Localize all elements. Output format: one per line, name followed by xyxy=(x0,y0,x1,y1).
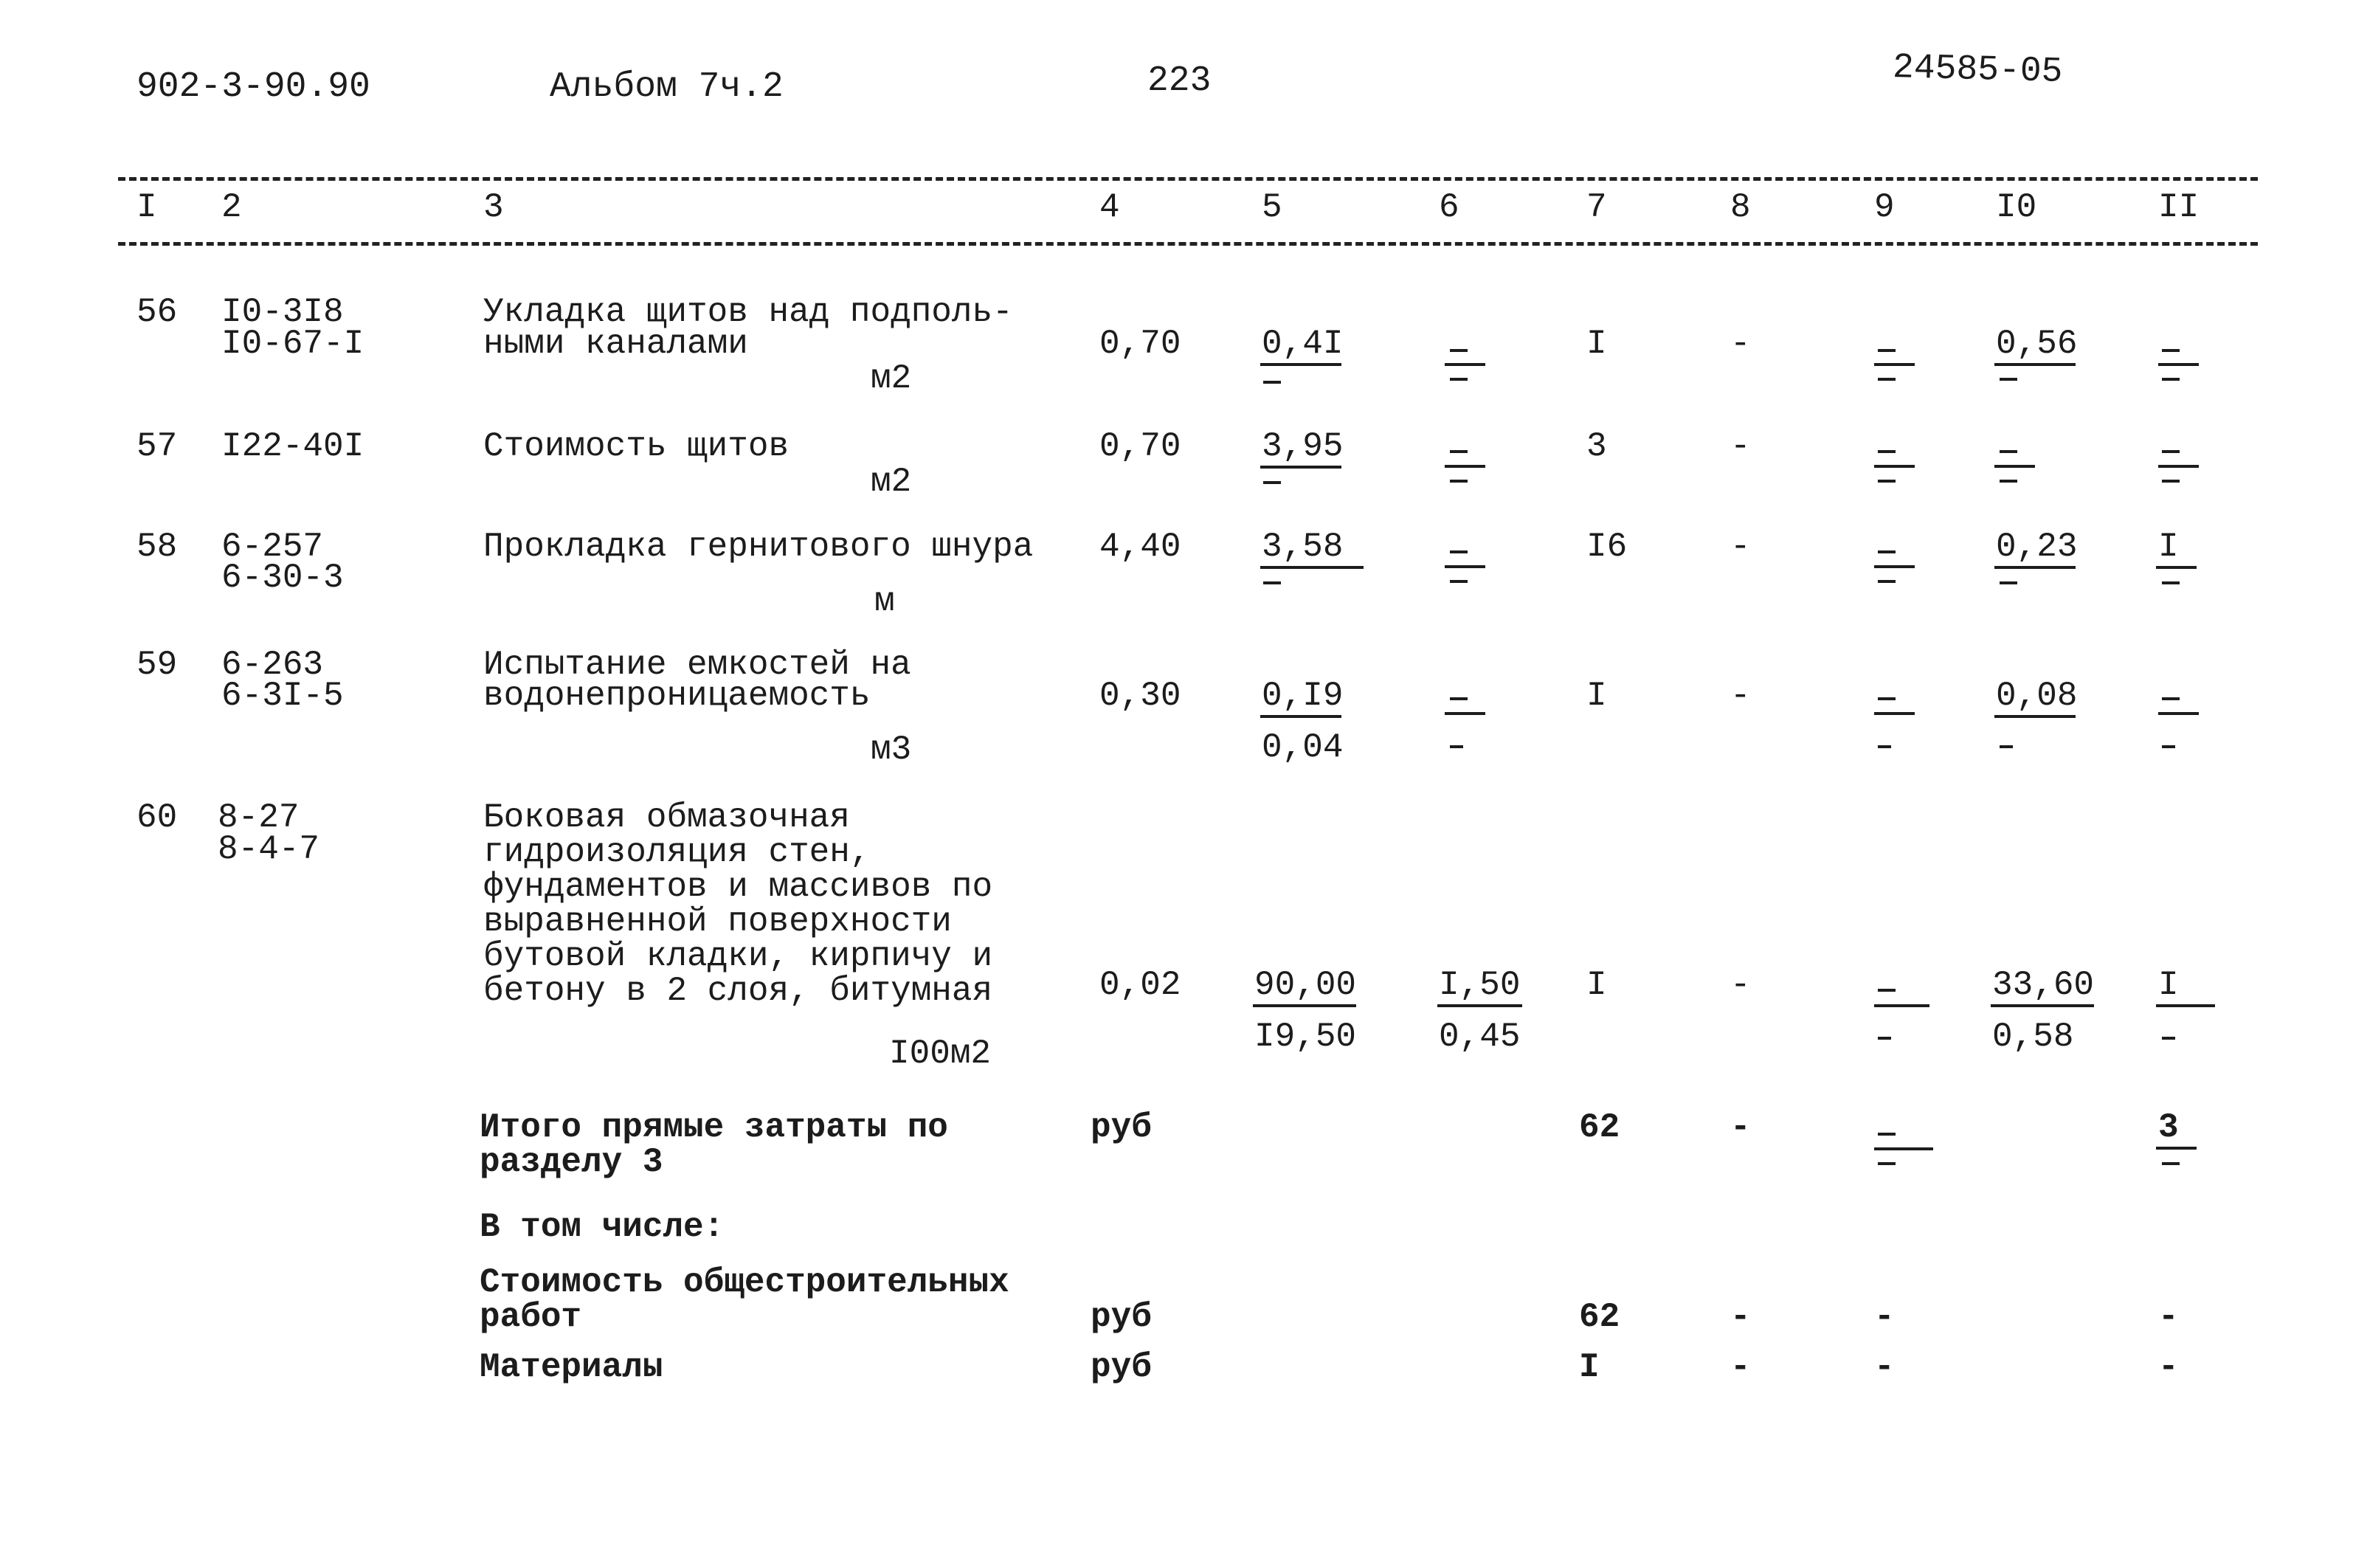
row-unit: м2 xyxy=(871,463,912,501)
row-col8: - xyxy=(1730,325,1751,363)
materials-label: Материалы xyxy=(480,1348,663,1386)
materials-col8: - xyxy=(1730,1348,1751,1386)
materials-col9: - xyxy=(1874,1348,1895,1386)
row-col5-sub: I9,50 xyxy=(1254,1018,1357,1056)
row-code: I0-67-I xyxy=(221,325,364,363)
general-works-label: Стоимость общестроительных xyxy=(480,1263,1009,1302)
col-header-6: 6 xyxy=(1439,188,1459,227)
row-quantity: 0,70 xyxy=(1099,427,1181,466)
row-col7: I xyxy=(1586,677,1607,715)
row-description: Прокладка гернитового шнура xyxy=(483,528,1034,566)
including-label: В том числе: xyxy=(480,1208,725,1246)
row-col8: - xyxy=(1730,528,1751,566)
row-description: водонепроницаемость xyxy=(483,677,871,715)
row-description: бетону в 2 слоя, битумная xyxy=(483,972,993,1010)
row-number: 59 xyxy=(137,646,178,684)
total-direct-col7: 62 xyxy=(1579,1108,1620,1147)
col-header-8: 8 xyxy=(1730,188,1751,227)
col-header-5: 5 xyxy=(1262,188,1282,227)
row-col10: 33,60 xyxy=(1992,966,2095,1004)
row-number: 60 xyxy=(137,798,178,837)
row-description: бутовой кладки, кирпичу и xyxy=(483,937,993,975)
col-header-4: 4 xyxy=(1099,188,1120,227)
col-header-9: 9 xyxy=(1874,188,1895,227)
project-code: 902-3-90.90 xyxy=(137,67,370,107)
header-rule-top xyxy=(118,177,2258,181)
row-description: выравненной поверхности xyxy=(483,902,952,941)
row-quantity: 0,70 xyxy=(1099,325,1181,363)
col-header-11: II xyxy=(2158,188,2200,227)
row-description: Стоимость щитов xyxy=(483,427,789,466)
general-works-label: работ xyxy=(480,1298,582,1336)
row-description: гидроизоляция стен, xyxy=(483,833,871,871)
row-col8: - xyxy=(1730,966,1751,1004)
row-code: 8-4-7 xyxy=(218,830,320,868)
total-direct-col8: - xyxy=(1730,1108,1751,1147)
row-number: 56 xyxy=(137,293,178,331)
general-works-unit: руб xyxy=(1091,1298,1152,1336)
row-col5: 90,00 xyxy=(1254,966,1357,1004)
materials-col11: - xyxy=(2158,1348,2179,1386)
page-number: 223 xyxy=(1147,61,1212,101)
row-col5: 3,58 xyxy=(1262,528,1344,566)
row-col10: 0,56 xyxy=(1996,325,2078,363)
row-col5-sub: 0,04 xyxy=(1262,728,1344,767)
row-description: Боковая обмазочная xyxy=(483,798,850,837)
row-col8: - xyxy=(1730,677,1751,715)
row-col10-sub: 0,58 xyxy=(1992,1018,2074,1056)
row-col11: I xyxy=(2158,966,2179,1004)
row-code: 8-27 xyxy=(218,798,300,837)
general-works-col9: - xyxy=(1874,1298,1895,1336)
col-header-1: I xyxy=(137,188,157,227)
row-quantity: 0,02 xyxy=(1099,966,1181,1004)
row-number: 57 xyxy=(137,427,178,466)
row-col7: I xyxy=(1586,966,1607,1004)
row-col11: I xyxy=(2158,528,2179,566)
row-col10: 0,23 xyxy=(1996,528,2078,566)
row-col5: 3,95 xyxy=(1262,427,1344,466)
col-header-3: 3 xyxy=(483,188,504,227)
row-col7: I6 xyxy=(1586,528,1628,566)
col-header-10: I0 xyxy=(1996,188,2037,227)
materials-unit: руб xyxy=(1091,1348,1152,1386)
col-header-7: 7 xyxy=(1586,188,1607,227)
row-code: I0-3I8 xyxy=(221,293,344,331)
total-direct-label: Итого прямые затраты по xyxy=(480,1108,948,1147)
row-col8: - xyxy=(1730,427,1751,466)
row-number: 58 xyxy=(137,528,178,566)
row-unit: м3 xyxy=(871,731,912,769)
col-header-2: 2 xyxy=(221,188,242,227)
row-description: фундаментов и массивов по xyxy=(483,868,993,906)
row-description: ными каналами xyxy=(483,325,748,363)
row-col6: I,50 xyxy=(1439,966,1521,1004)
general-works-col11: - xyxy=(2158,1298,2179,1336)
row-description: Испытание емкостей на xyxy=(483,646,911,684)
row-unit: м xyxy=(874,582,895,621)
sheet-id: 24585-05 xyxy=(1892,47,2064,93)
header-rule-bottom xyxy=(118,242,2258,246)
row-description: Укладка щитов над подполь- xyxy=(483,293,1013,331)
row-quantity: 4,40 xyxy=(1099,528,1181,566)
row-unit: I00м2 xyxy=(889,1035,992,1073)
row-code: 6-30-3 xyxy=(221,559,344,597)
row-col7: 3 xyxy=(1586,427,1607,466)
row-col10: 0,08 xyxy=(1996,677,2078,715)
row-col5: 0,4I xyxy=(1262,325,1344,363)
general-works-col8: - xyxy=(1730,1298,1751,1336)
row-col7: I xyxy=(1586,325,1607,363)
row-col6-sub: 0,45 xyxy=(1439,1018,1521,1056)
row-col5: 0,I9 xyxy=(1262,677,1344,715)
row-unit: м2 xyxy=(871,359,912,398)
total-direct-label: разделу 3 xyxy=(480,1143,663,1181)
row-code: 6-257 xyxy=(221,528,324,566)
album-label: Альбом 7ч.2 xyxy=(550,67,784,107)
total-direct-unit: руб xyxy=(1091,1108,1152,1147)
general-works-col7: 62 xyxy=(1579,1298,1620,1336)
materials-col7: I xyxy=(1579,1348,1600,1386)
row-code: I22-40I xyxy=(221,427,364,466)
row-code: 6-3I-5 xyxy=(221,677,344,715)
row-quantity: 0,30 xyxy=(1099,677,1181,715)
row-code: 6-263 xyxy=(221,646,324,684)
total-direct-col11: 3 xyxy=(2158,1108,2179,1147)
